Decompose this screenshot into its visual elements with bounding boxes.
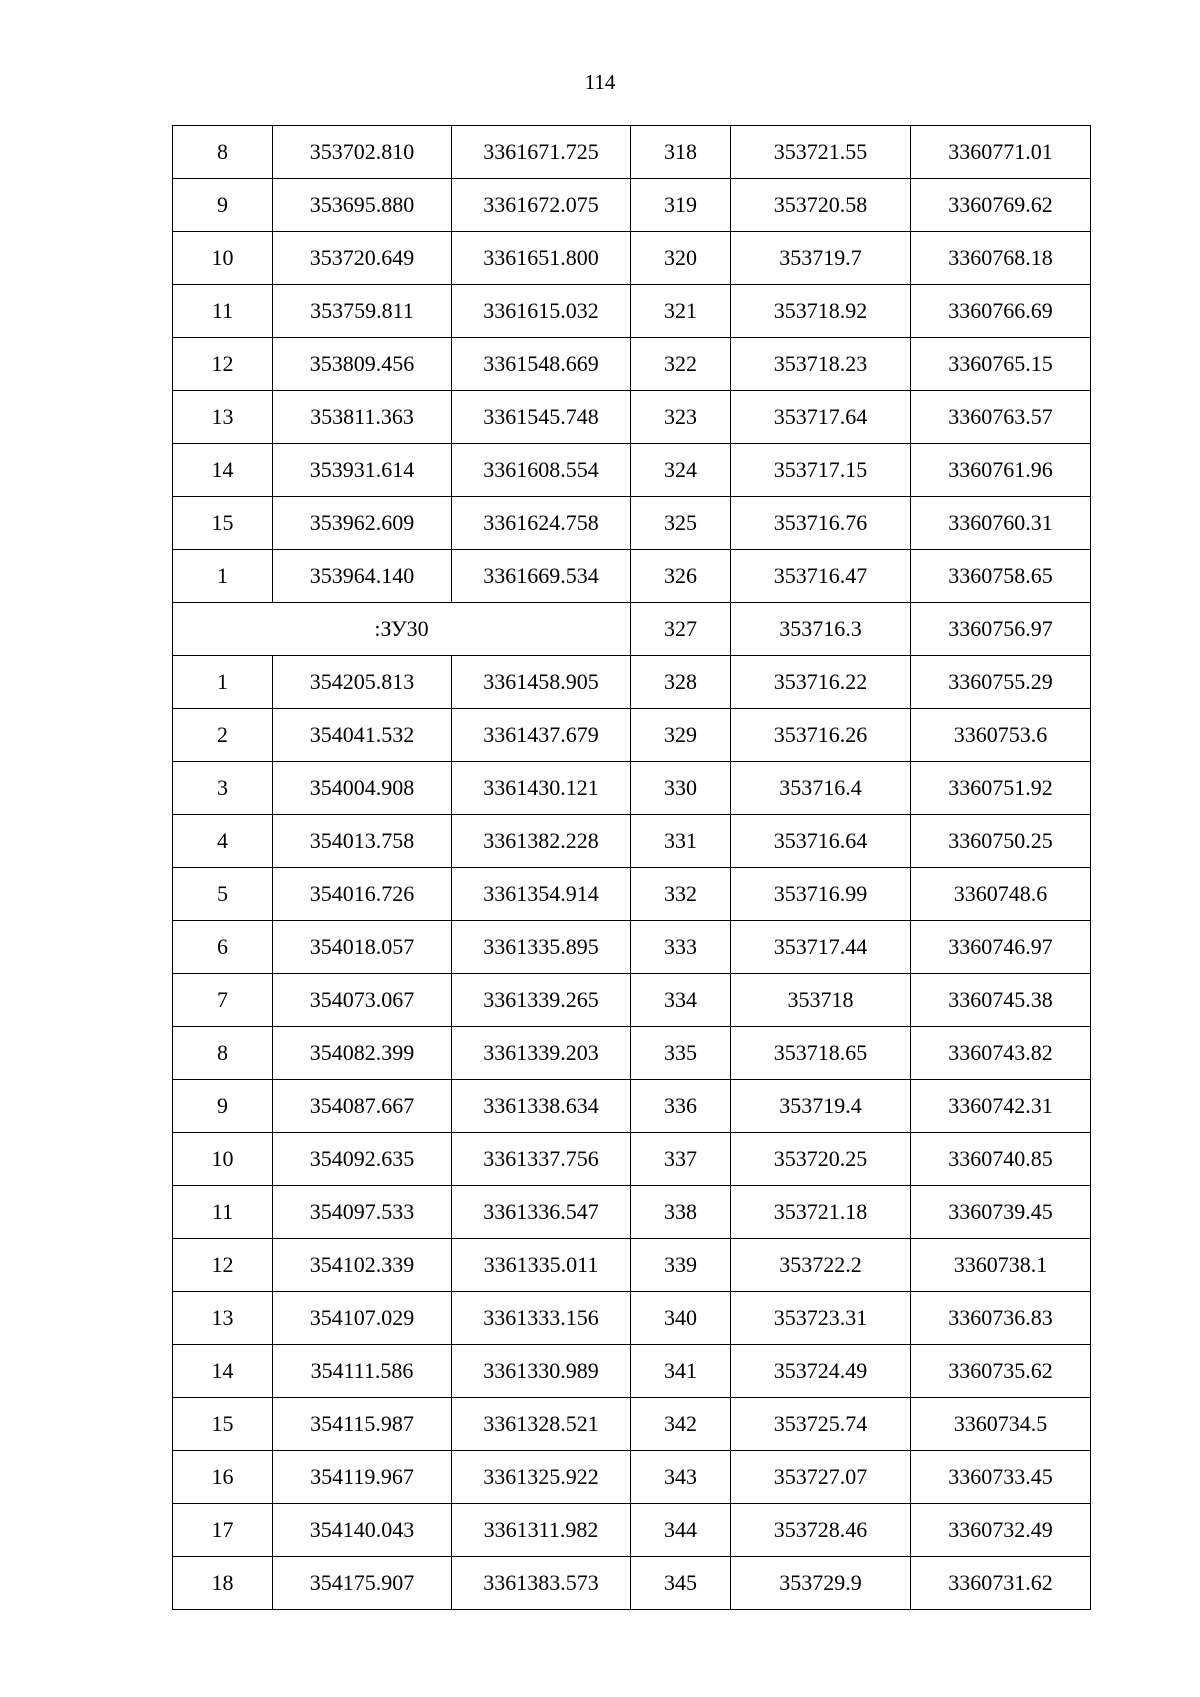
point-number-cell: 13: [173, 1292, 273, 1345]
x-coordinate-cell: 353728.46: [731, 1504, 911, 1557]
point-number-cell: 341: [631, 1345, 731, 1398]
x-coordinate-cell: 353718.65: [731, 1027, 911, 1080]
point-number-cell: 345: [631, 1557, 731, 1610]
point-number-cell: 8: [173, 126, 273, 179]
point-number-cell: 342: [631, 1398, 731, 1451]
y-coordinate-cell: 3360745.38: [911, 974, 1091, 1027]
point-number-cell: 7: [173, 974, 273, 1027]
x-coordinate-cell: 353717.64: [731, 391, 911, 444]
y-coordinate-cell: 3360763.57: [911, 391, 1091, 444]
x-coordinate-cell: 353719.4: [731, 1080, 911, 1133]
point-number-cell: 321: [631, 285, 731, 338]
point-number-cell: 16: [173, 1451, 273, 1504]
x-coordinate-cell: 353759.811: [273, 285, 452, 338]
x-coordinate-cell: 354097.533: [273, 1186, 452, 1239]
y-coordinate-cell: 3360736.83: [911, 1292, 1091, 1345]
point-number-cell: 320: [631, 232, 731, 285]
point-number-cell: 1: [173, 656, 273, 709]
point-number-cell: 3: [173, 762, 273, 815]
y-coordinate-cell: 3360735.62: [911, 1345, 1091, 1398]
y-coordinate-cell: 3360751.92: [911, 762, 1091, 815]
x-coordinate-cell: 354111.586: [273, 1345, 452, 1398]
y-coordinate-cell: 3361333.156: [452, 1292, 631, 1345]
table-row: [173, 126, 1091, 179]
point-number-cell: 8: [173, 1027, 273, 1080]
point-number-cell: 1: [173, 550, 273, 603]
table-row: [173, 868, 1091, 921]
table-row: [173, 1345, 1091, 1398]
x-coordinate-cell: 353716.64: [731, 815, 911, 868]
y-coordinate-cell: 3361325.922: [452, 1451, 631, 1504]
y-coordinate-cell: 3361458.905: [452, 656, 631, 709]
y-coordinate-cell: 3361383.573: [452, 1557, 631, 1610]
x-coordinate-cell: 354140.043: [273, 1504, 452, 1557]
y-coordinate-cell: 3361330.989: [452, 1345, 631, 1398]
point-number-cell: 4: [173, 815, 273, 868]
x-coordinate-cell: 354041.532: [273, 709, 452, 762]
x-coordinate-cell: 353718.92: [731, 285, 911, 338]
y-coordinate-cell: 3360753.6: [911, 709, 1091, 762]
table-row: [173, 656, 1091, 709]
table-row: [173, 1239, 1091, 1292]
table-row: [173, 497, 1091, 550]
x-coordinate-cell: 354087.667: [273, 1080, 452, 1133]
table-row: [173, 232, 1091, 285]
point-number-cell: 327: [631, 603, 731, 656]
y-coordinate-cell: 3361624.758: [452, 497, 631, 550]
point-number-cell: 325: [631, 497, 731, 550]
y-coordinate-cell: 3360739.45: [911, 1186, 1091, 1239]
x-coordinate-cell: 353962.609: [273, 497, 452, 550]
y-coordinate-cell: 3361328.521: [452, 1398, 631, 1451]
x-coordinate-cell: 354018.057: [273, 921, 452, 974]
y-coordinate-cell: 3360758.65: [911, 550, 1091, 603]
point-number-cell: 6: [173, 921, 273, 974]
point-number-cell: 344: [631, 1504, 731, 1557]
y-coordinate-cell: 3361335.895: [452, 921, 631, 974]
y-coordinate-cell: 3360761.96: [911, 444, 1091, 497]
y-coordinate-cell: 3361337.756: [452, 1133, 631, 1186]
x-coordinate-cell: 353721.55: [731, 126, 911, 179]
x-coordinate-cell: 353716.3: [731, 603, 911, 656]
y-coordinate-cell: 3360771.01: [911, 126, 1091, 179]
y-coordinate-cell: 3361545.748: [452, 391, 631, 444]
table-row: [173, 815, 1091, 868]
y-coordinate-cell: 3361338.634: [452, 1080, 631, 1133]
x-coordinate-cell: 353721.18: [731, 1186, 911, 1239]
y-coordinate-cell: 3361354.914: [452, 868, 631, 921]
point-number-cell: 335: [631, 1027, 731, 1080]
point-number-cell: 332: [631, 868, 731, 921]
coordinates-table-body: [173, 126, 1091, 1610]
point-number-cell: 14: [173, 1345, 273, 1398]
x-coordinate-cell: 353723.31: [731, 1292, 911, 1345]
x-coordinate-cell: 353964.140: [273, 550, 452, 603]
table-row: [173, 1557, 1091, 1610]
x-coordinate-cell: 354013.758: [273, 815, 452, 868]
point-number-cell: 331: [631, 815, 731, 868]
x-coordinate-cell: 353720.25: [731, 1133, 911, 1186]
point-number-cell: 2: [173, 709, 273, 762]
table-row: [173, 1133, 1091, 1186]
y-coordinate-cell: 3360769.62: [911, 179, 1091, 232]
x-coordinate-cell: 353719.7: [731, 232, 911, 285]
y-coordinate-cell: 3361311.982: [452, 1504, 631, 1557]
point-number-cell: 14: [173, 444, 273, 497]
x-coordinate-cell: 354115.987: [273, 1398, 452, 1451]
y-coordinate-cell: 3360746.97: [911, 921, 1091, 974]
y-coordinate-cell: 3361382.228: [452, 815, 631, 868]
x-coordinate-cell: 353718: [731, 974, 911, 1027]
x-coordinate-cell: 353722.2: [731, 1239, 911, 1292]
x-coordinate-cell: 353725.74: [731, 1398, 911, 1451]
table-row: [173, 338, 1091, 391]
x-coordinate-cell: 354004.908: [273, 762, 452, 815]
x-coordinate-cell: 354092.635: [273, 1133, 452, 1186]
y-coordinate-cell: 3361335.011: [452, 1239, 631, 1292]
point-number-cell: 10: [173, 232, 273, 285]
point-number-cell: 9: [173, 179, 273, 232]
point-number-cell: 337: [631, 1133, 731, 1186]
y-coordinate-cell: 3360755.29: [911, 656, 1091, 709]
y-coordinate-cell: 3360766.69: [911, 285, 1091, 338]
y-coordinate-cell: 3361651.800: [452, 232, 631, 285]
table-row: [173, 1451, 1091, 1504]
table-row: [173, 550, 1091, 603]
y-coordinate-cell: 3360731.62: [911, 1557, 1091, 1610]
x-coordinate-cell: 353720.58: [731, 179, 911, 232]
y-coordinate-cell: 3360756.97: [911, 603, 1091, 656]
table-row: [173, 1504, 1091, 1557]
table-row: [173, 1292, 1091, 1345]
table-row: [173, 1398, 1091, 1451]
point-number-cell: 322: [631, 338, 731, 391]
x-coordinate-cell: 354107.029: [273, 1292, 452, 1345]
x-coordinate-cell: 353716.4: [731, 762, 911, 815]
point-number-cell: 339: [631, 1239, 731, 1292]
table-row: [173, 1080, 1091, 1133]
y-coordinate-cell: 3361339.265: [452, 974, 631, 1027]
y-coordinate-cell: 3361430.121: [452, 762, 631, 815]
point-number-cell: 323: [631, 391, 731, 444]
x-coordinate-cell: 353716.22: [731, 656, 911, 709]
point-number-cell: 319: [631, 179, 731, 232]
y-coordinate-cell: 3361671.725: [452, 126, 631, 179]
point-number-cell: 10: [173, 1133, 273, 1186]
point-number-cell: 12: [173, 338, 273, 391]
point-number-cell: 343: [631, 1451, 731, 1504]
x-coordinate-cell: 353724.49: [731, 1345, 911, 1398]
x-coordinate-cell: 353716.99: [731, 868, 911, 921]
x-coordinate-cell: 353717.44: [731, 921, 911, 974]
point-number-cell: 15: [173, 497, 273, 550]
y-coordinate-cell: 3361437.679: [452, 709, 631, 762]
point-number-cell: 326: [631, 550, 731, 603]
table-row: [173, 391, 1091, 444]
point-number-cell: 338: [631, 1186, 731, 1239]
table-row: [173, 1186, 1091, 1239]
x-coordinate-cell: 353809.456: [273, 338, 452, 391]
x-coordinate-cell: 353727.07: [731, 1451, 911, 1504]
point-number-cell: 11: [173, 285, 273, 338]
y-coordinate-cell: 3360765.15: [911, 338, 1091, 391]
table-row: [173, 974, 1091, 1027]
x-coordinate-cell: 354102.339: [273, 1239, 452, 1292]
x-coordinate-cell: 353729.9: [731, 1557, 911, 1610]
table-row: [173, 603, 1091, 656]
y-coordinate-cell: 3360743.82: [911, 1027, 1091, 1080]
point-number-cell: 318: [631, 126, 731, 179]
y-coordinate-cell: 3361615.032: [452, 285, 631, 338]
point-number-cell: 340: [631, 1292, 731, 1345]
x-coordinate-cell: 353702.810: [273, 126, 452, 179]
point-number-cell: 15: [173, 1398, 273, 1451]
x-coordinate-cell: 353695.880: [273, 179, 452, 232]
point-number-cell: 334: [631, 974, 731, 1027]
y-coordinate-cell: 3360732.49: [911, 1504, 1091, 1557]
point-number-cell: 11: [173, 1186, 273, 1239]
point-number-cell: 12: [173, 1239, 273, 1292]
point-number-cell: 329: [631, 709, 731, 762]
table-row: [173, 1027, 1091, 1080]
point-number-cell: 9: [173, 1080, 273, 1133]
y-coordinate-cell: 3360748.6: [911, 868, 1091, 921]
y-coordinate-cell: 3361336.547: [452, 1186, 631, 1239]
x-coordinate-cell: 353720.649: [273, 232, 452, 285]
y-coordinate-cell: 3360738.1: [911, 1239, 1091, 1292]
point-number-cell: 17: [173, 1504, 273, 1557]
x-coordinate-cell: 353717.15: [731, 444, 911, 497]
x-coordinate-cell: 354073.067: [273, 974, 452, 1027]
x-coordinate-cell: 354082.399: [273, 1027, 452, 1080]
table-row: [173, 709, 1091, 762]
section-label-cell: :ЗУ30: [173, 603, 631, 656]
x-coordinate-cell: 354205.813: [273, 656, 452, 709]
y-coordinate-cell: 3360742.31: [911, 1080, 1091, 1133]
x-coordinate-cell: 354016.726: [273, 868, 452, 921]
point-number-cell: 324: [631, 444, 731, 497]
point-number-cell: 5: [173, 868, 273, 921]
table-row: [173, 285, 1091, 338]
coordinates-table: [172, 125, 1091, 1610]
y-coordinate-cell: 3360760.31: [911, 497, 1091, 550]
x-coordinate-cell: 353716.76: [731, 497, 911, 550]
table-row: [173, 444, 1091, 497]
y-coordinate-cell: 3361548.669: [452, 338, 631, 391]
page-number: 114: [584, 70, 616, 94]
y-coordinate-cell: 3360734.5: [911, 1398, 1091, 1451]
y-coordinate-cell: 3360733.45: [911, 1451, 1091, 1504]
point-number-cell: 18: [173, 1557, 273, 1610]
x-coordinate-cell: 354119.967: [273, 1451, 452, 1504]
table-row: [173, 179, 1091, 232]
point-number-cell: 328: [631, 656, 731, 709]
y-coordinate-cell: 3361608.554: [452, 444, 631, 497]
point-number-cell: 336: [631, 1080, 731, 1133]
y-coordinate-cell: 3360750.25: [911, 815, 1091, 868]
point-number-cell: 330: [631, 762, 731, 815]
point-number-cell: 13: [173, 391, 273, 444]
x-coordinate-cell: 354175.907: [273, 1557, 452, 1610]
y-coordinate-cell: 3361339.203: [452, 1027, 631, 1080]
x-coordinate-cell: 353716.47: [731, 550, 911, 603]
x-coordinate-cell: 353931.614: [273, 444, 452, 497]
y-coordinate-cell: 3361672.075: [452, 179, 631, 232]
y-coordinate-cell: 3360768.18: [911, 232, 1091, 285]
x-coordinate-cell: 353716.26: [731, 709, 911, 762]
y-coordinate-cell: 3360740.85: [911, 1133, 1091, 1186]
table-row: [173, 921, 1091, 974]
x-coordinate-cell: 353811.363: [273, 391, 452, 444]
x-coordinate-cell: 353718.23: [731, 338, 911, 391]
table-row: [173, 762, 1091, 815]
point-number-cell: 333: [631, 921, 731, 974]
y-coordinate-cell: 3361669.534: [452, 550, 631, 603]
